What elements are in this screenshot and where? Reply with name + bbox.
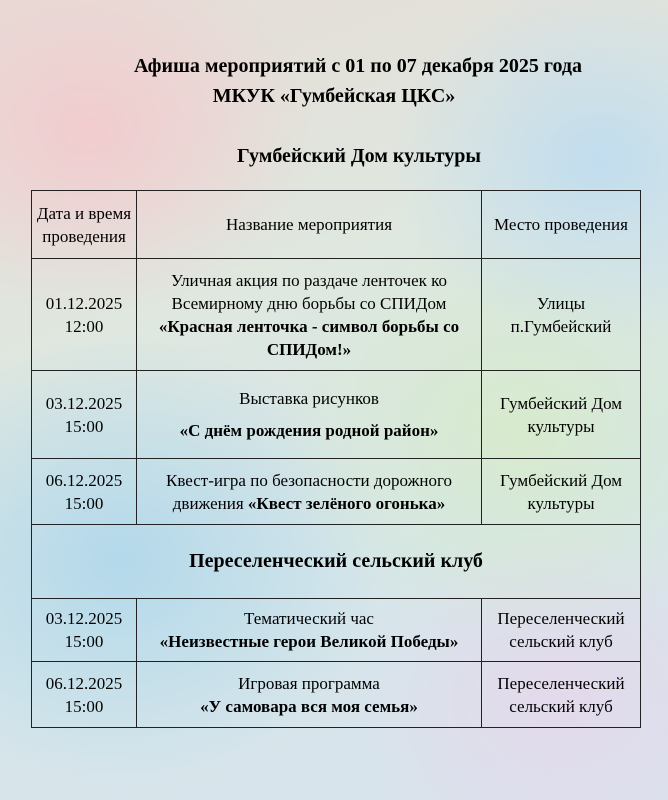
event-description: Квест-игра по безопасности дорожного движения [165, 470, 453, 513]
header-date: Дата и время проведения [32, 191, 137, 259]
event-place: Улицы п.Гумбейский [482, 259, 641, 371]
event-datetime [32, 459, 137, 525]
event-datetime [32, 599, 137, 662]
event-description: Тематический час [244, 609, 374, 628]
event-title [137, 459, 482, 525]
event-name: «С днём рождения родной район» [179, 421, 439, 440]
poster-title-line1: Афиша мероприятий с 01 по 07 декабря 2025 года [133, 55, 583, 77]
table-row [32, 259, 641, 371]
table-row [32, 599, 641, 662]
table-header-row [32, 191, 641, 259]
section-row [32, 525, 641, 599]
poster-title [0, 51, 668, 111]
event-time: 12:00 [64, 316, 104, 336]
table-row [32, 662, 641, 728]
event-time: 15:00 [64, 632, 104, 651]
event-date: 03.12.2025 [45, 609, 123, 628]
table-row [32, 371, 641, 459]
event-name: «У самовара вся моя семья» [200, 696, 418, 716]
events-table [31, 190, 641, 728]
event-date: 06.12.2025 [45, 470, 123, 490]
event-datetime [32, 259, 137, 371]
event-datetime [32, 371, 137, 459]
event-time: 15:00 [64, 696, 104, 716]
event-description: Уличная акция по раздаче ленточек ко Всемирному дню борьбы со СПИДом [170, 270, 448, 313]
event-name: «Красная ленточка - символ борьбы со СПИДом!» [158, 316, 460, 359]
event-place: Переселенческий сельский клуб [482, 662, 641, 728]
event-name: «Квест зелёного огонька» [247, 493, 446, 513]
event-title [137, 599, 482, 662]
event-name: «Неизвестные герои Великой Победы» [159, 632, 459, 651]
event-date: 03.12.2025 [45, 393, 123, 413]
event-time: 15:00 [64, 416, 104, 436]
event-datetime [32, 662, 137, 728]
event-time: 15:00 [64, 493, 104, 513]
header-place: Место проведения [482, 191, 641, 259]
event-title [137, 259, 482, 371]
event-date: 01.12.2025 [45, 293, 123, 313]
section-title: Переселенческий сельский клуб [32, 525, 641, 599]
event-date: 06.12.2025 [45, 673, 123, 693]
event-place: Гумбейский Дом культуры [482, 459, 641, 525]
event-title [137, 371, 482, 459]
event-title [137, 662, 482, 728]
event-place: Гумбейский Дом культуры [482, 371, 641, 459]
poster-title-line2: МКУК «Гумбейская ЦКС» [212, 85, 456, 107]
event-description: Игровая программа [238, 673, 380, 693]
event-description: Выставка рисунков [239, 389, 379, 408]
venue-title: Гумбейский Дом культуры [237, 145, 481, 167]
event-place: Переселенческий сельский клуб [482, 599, 641, 662]
header-name: Название мероприятия [137, 191, 482, 259]
table-row [32, 459, 641, 525]
